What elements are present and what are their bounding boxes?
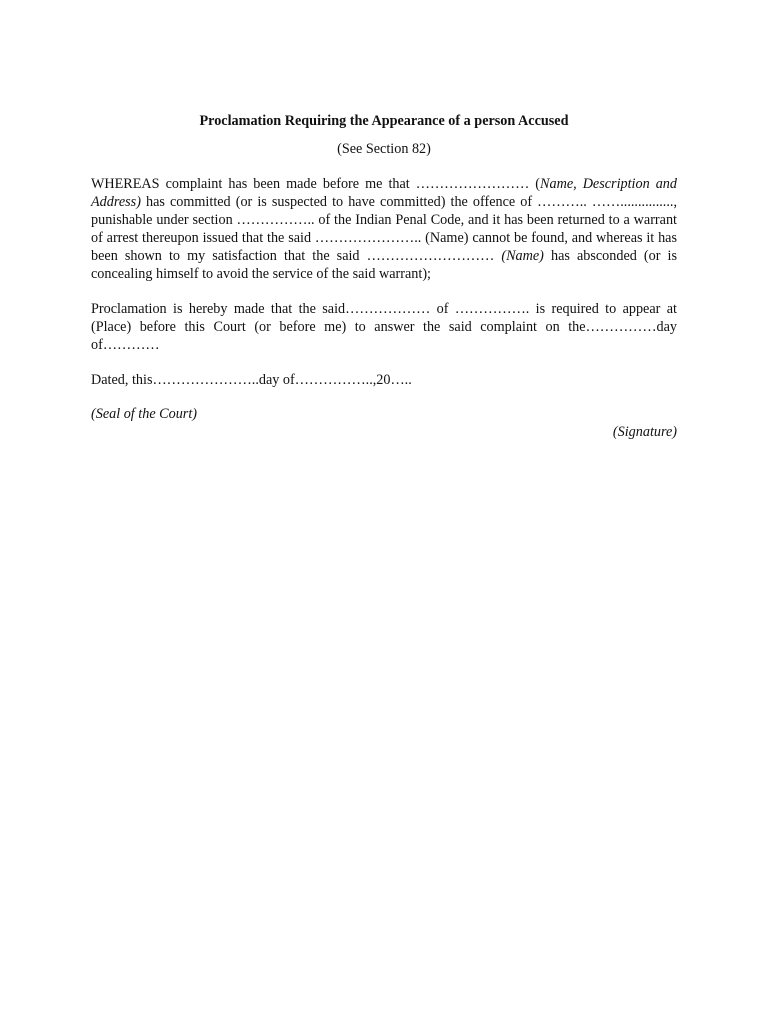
- dated-line: Dated, this…………………..day of……………..,20…..: [91, 372, 412, 388]
- seal-of-court: (Seal of the Court): [91, 406, 197, 422]
- whereas-text-1: WHEREAS complaint has been made before me that …………………… (: [91, 176, 541, 192]
- document-title: Proclamation Requiring the Appearance of a person Accused: [199, 113, 569, 129]
- whereas-italic-1: Name, Description and Address): [91, 176, 677, 210]
- document-page: [91, 112, 677, 441]
- document-subtitle: (See Section 82): [337, 141, 431, 157]
- proclamation-paragraph: Proclamation is hereby made that the said……………… of ……………. is required to appear at (Place) before this Court (or before me) to answer the said complaint on the……………day of…………: [91, 301, 677, 353]
- whereas-text-2: has committed (or is suspected to have committed) the offence of ……….. ……..............., punishable under section …………….. of the Indian Penal Code, and it has been returned to a warrant of arrest thereupon issued that the said ………………….. (Name) cannot be found, and whereas it has been shown to my satisfaction that the said ………………………: [91, 194, 677, 264]
- whereas-italic-2: (Name): [501, 248, 544, 264]
- whereas-paragraph: [91, 175, 677, 283]
- signature-line: (Signature): [612, 424, 677, 440]
- whereas-text-3: has absconded (or is concealing himself to avoid the service of the said warrant);: [91, 248, 677, 282]
